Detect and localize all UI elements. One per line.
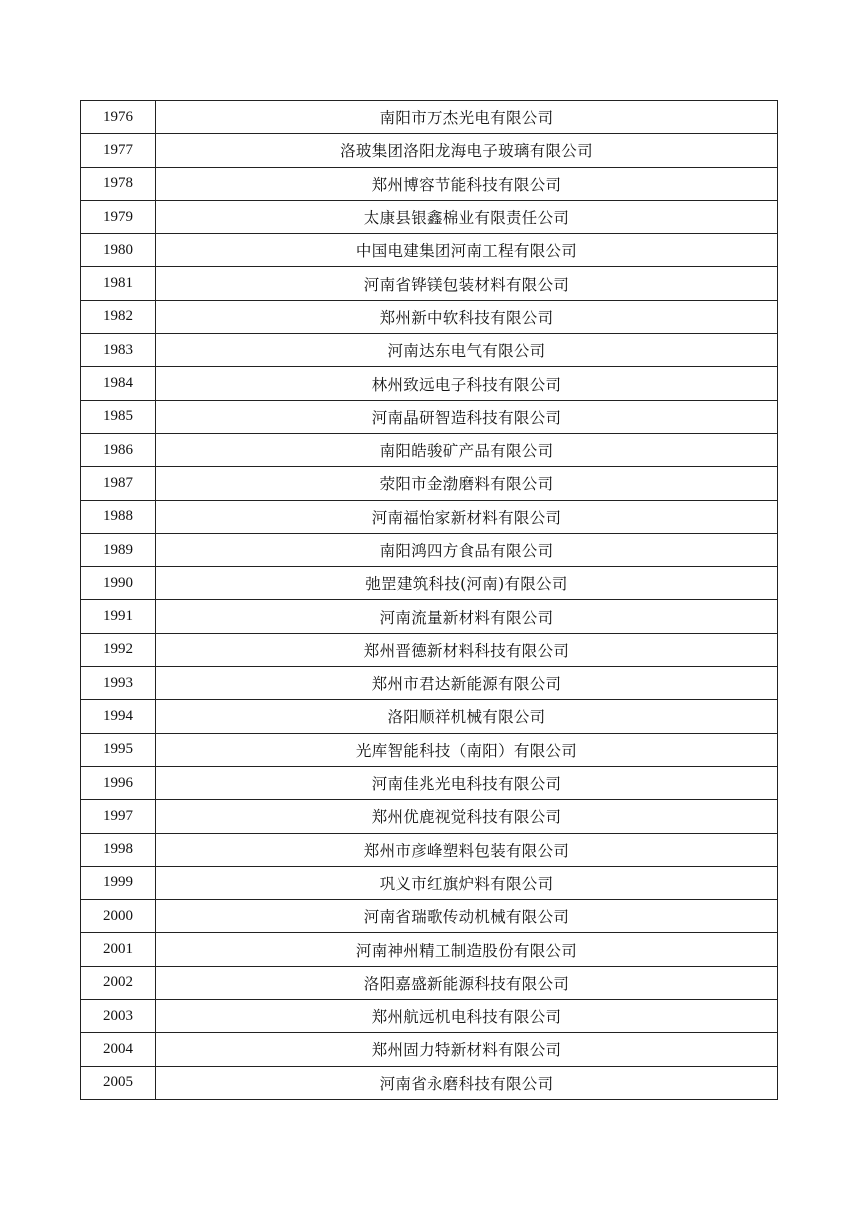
company-name-cell: 郑州航远机电科技有限公司 [156, 1000, 778, 1033]
company-name-cell: 郑州市彦峰塑料包装有限公司 [156, 833, 778, 866]
row-number-cell: 1993 [81, 667, 156, 700]
company-name-cell: 河南晶研智造科技有限公司 [156, 400, 778, 433]
table-row [81, 467, 778, 500]
row-number-cell: 2003 [81, 1000, 156, 1033]
table-row [81, 900, 778, 933]
company-name-cell: 荥阳市金渤磨料有限公司 [156, 467, 778, 500]
company-name-cell: 郑州市君达新能源有限公司 [156, 667, 778, 700]
table-row [81, 101, 778, 134]
row-number-cell: 1987 [81, 467, 156, 500]
row-number-cell: 2005 [81, 1066, 156, 1099]
row-number-cell: 1998 [81, 833, 156, 866]
table-row [81, 766, 778, 799]
company-name-cell: 南阳鸿四方食品有限公司 [156, 533, 778, 566]
company-name-cell: 河南达东电气有限公司 [156, 334, 778, 367]
row-number-cell: 1976 [81, 101, 156, 134]
company-name-cell: 郑州优鹿视觉科技有限公司 [156, 800, 778, 833]
company-name-cell: 太康县银鑫棉业有限责任公司 [156, 200, 778, 233]
row-number-cell: 1980 [81, 234, 156, 267]
table-body [81, 101, 778, 1100]
row-number-cell: 1986 [81, 433, 156, 466]
company-name-cell: 郑州晋德新材料科技有限公司 [156, 633, 778, 666]
table-row [81, 267, 778, 300]
company-name-cell: 中国电建集团河南工程有限公司 [156, 234, 778, 267]
company-name-cell: 郑州新中软科技有限公司 [156, 300, 778, 333]
company-name-cell: 南阳皓骏矿产品有限公司 [156, 433, 778, 466]
company-name-cell: 郑州固力特新材料有限公司 [156, 1033, 778, 1066]
company-name-cell: 河南流量新材料有限公司 [156, 600, 778, 633]
table-row [81, 1033, 778, 1066]
row-number-cell: 1984 [81, 367, 156, 400]
table-row [81, 700, 778, 733]
row-number-cell: 1989 [81, 533, 156, 566]
row-number-cell: 1982 [81, 300, 156, 333]
row-number-cell: 1992 [81, 633, 156, 666]
row-number-cell: 1979 [81, 200, 156, 233]
company-name-cell: 洛阳顺祥机械有限公司 [156, 700, 778, 733]
row-number-cell: 1996 [81, 766, 156, 799]
table-row [81, 167, 778, 200]
company-name-cell: 河南省瑞歌传动机械有限公司 [156, 900, 778, 933]
table-row [81, 567, 778, 600]
row-number-cell: 2000 [81, 900, 156, 933]
table-row [81, 933, 778, 966]
row-number-cell: 1991 [81, 600, 156, 633]
row-number-cell: 1977 [81, 134, 156, 167]
table-row [81, 400, 778, 433]
row-number-cell: 1995 [81, 733, 156, 766]
table-row [81, 833, 778, 866]
company-name-cell: 河南神州精工制造股份有限公司 [156, 933, 778, 966]
company-name-cell: 河南佳兆光电科技有限公司 [156, 766, 778, 799]
company-name-cell: 河南福怡家新材料有限公司 [156, 500, 778, 533]
row-number-cell: 1990 [81, 567, 156, 600]
row-number-cell: 2001 [81, 933, 156, 966]
table-row [81, 600, 778, 633]
table-row [81, 200, 778, 233]
table-row [81, 134, 778, 167]
company-name-cell: 弛罡建筑科技(河南)有限公司 [156, 567, 778, 600]
table-row [81, 367, 778, 400]
table-row [81, 1066, 778, 1099]
row-number-cell: 1994 [81, 700, 156, 733]
company-name-cell: 巩义市红旗炉料有限公司 [156, 866, 778, 899]
table-row [81, 633, 778, 666]
table-row [81, 234, 778, 267]
row-number-cell: 1978 [81, 167, 156, 200]
table-row [81, 334, 778, 367]
row-number-cell: 1999 [81, 866, 156, 899]
row-number-cell: 1988 [81, 500, 156, 533]
row-number-cell: 1997 [81, 800, 156, 833]
company-name-cell: 光库智能科技（南阳）有限公司 [156, 733, 778, 766]
table-row [81, 300, 778, 333]
table-row [81, 667, 778, 700]
row-number-cell: 1985 [81, 400, 156, 433]
table-row [81, 966, 778, 999]
row-number-cell: 1981 [81, 267, 156, 300]
company-list-table [80, 100, 778, 1100]
company-name-cell: 洛阳嘉盛新能源科技有限公司 [156, 966, 778, 999]
row-number-cell: 2004 [81, 1033, 156, 1066]
table-row [81, 866, 778, 899]
company-name-cell: 河南省铧镁包装材料有限公司 [156, 267, 778, 300]
company-name-cell: 洛玻集团洛阳龙海电子玻璃有限公司 [156, 134, 778, 167]
table-row [81, 500, 778, 533]
table-row [81, 800, 778, 833]
table-row [81, 733, 778, 766]
table-row [81, 433, 778, 466]
row-number-cell: 1983 [81, 334, 156, 367]
table-row [81, 533, 778, 566]
company-name-cell: 郑州博容节能科技有限公司 [156, 167, 778, 200]
company-name-cell: 南阳市万杰光电有限公司 [156, 101, 778, 134]
row-number-cell: 2002 [81, 966, 156, 999]
company-name-cell: 林州致远电子科技有限公司 [156, 367, 778, 400]
company-name-cell: 河南省永磨科技有限公司 [156, 1066, 778, 1099]
table-row [81, 1000, 778, 1033]
